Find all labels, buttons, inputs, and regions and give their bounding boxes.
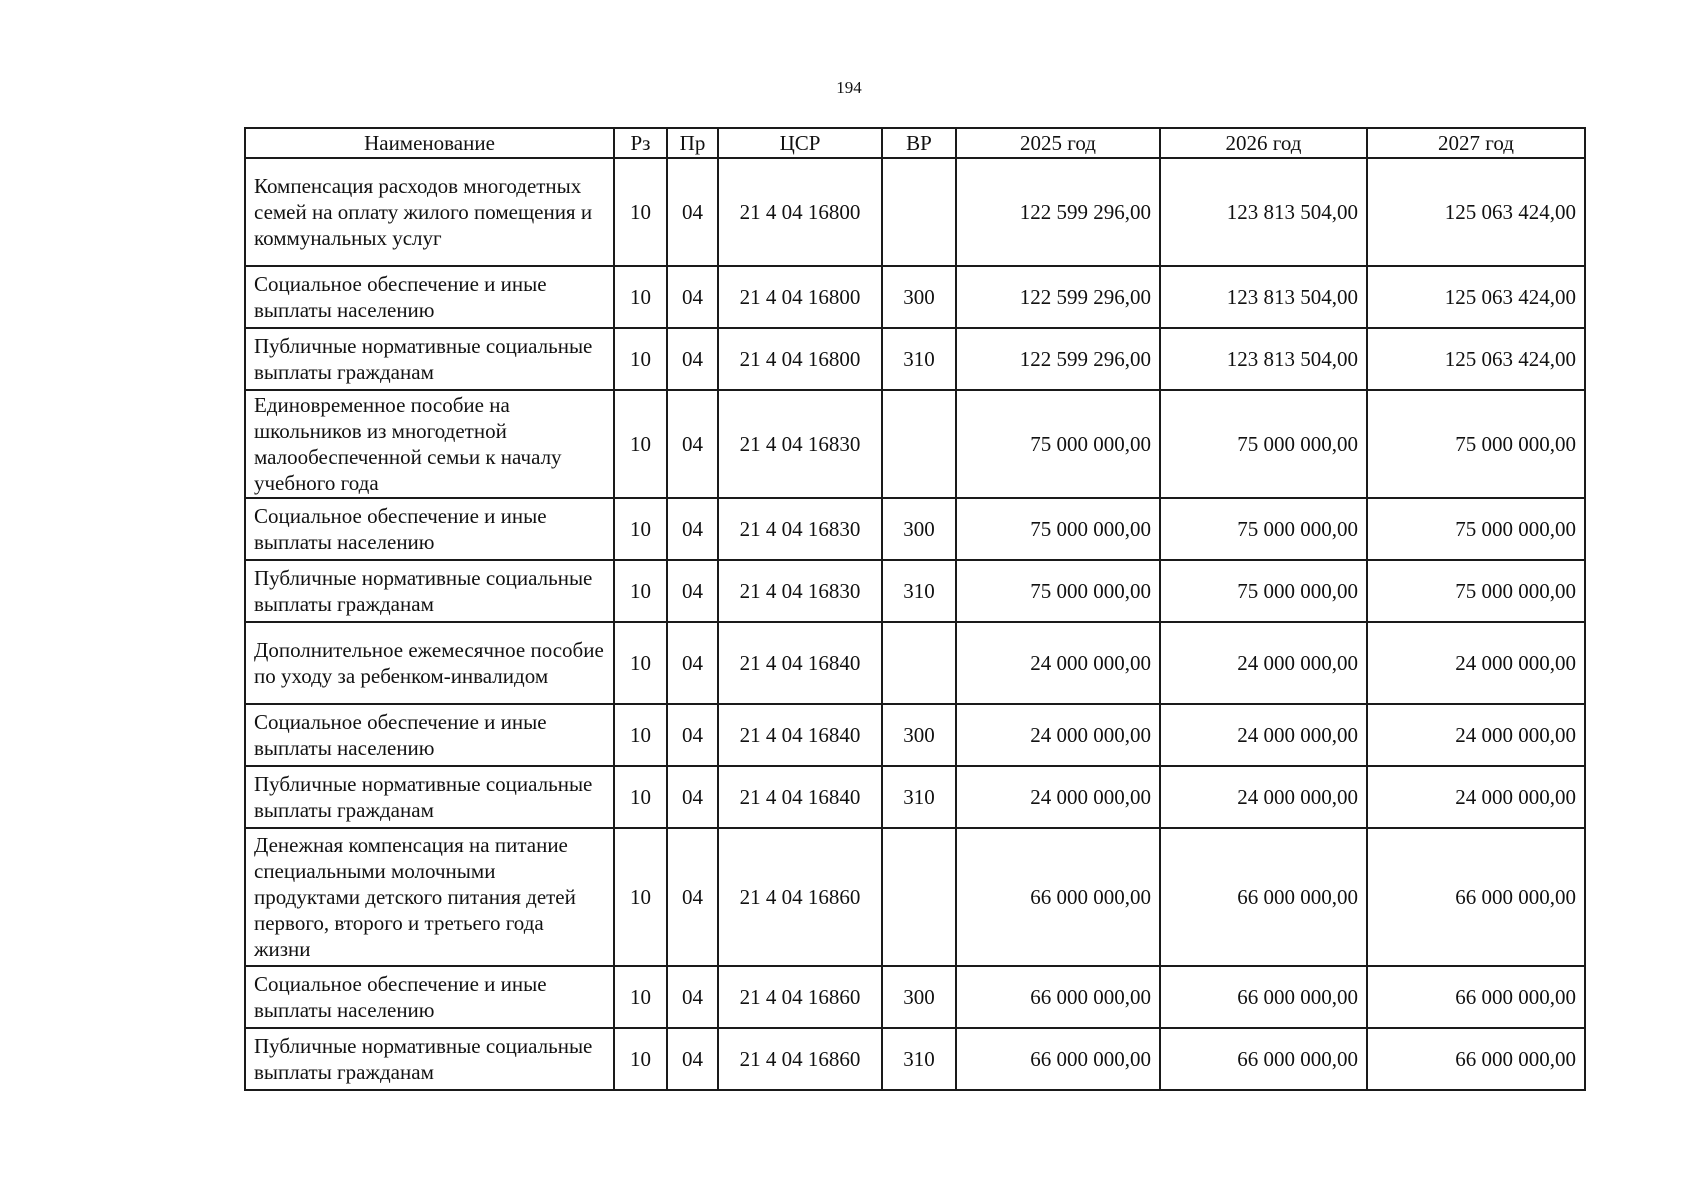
cell-vr: 300 bbox=[882, 704, 956, 766]
table-row bbox=[245, 766, 1585, 828]
header-2026: 2026 год bbox=[1160, 128, 1367, 158]
cell-csr: 21 4 04 16840 bbox=[718, 622, 882, 704]
cell-vr: 300 bbox=[882, 266, 956, 328]
cell-csr: 21 4 04 16800 bbox=[718, 266, 882, 328]
cell-vr: 300 bbox=[882, 498, 956, 560]
cell-rz: 10 bbox=[614, 828, 667, 966]
cell-csr: 21 4 04 16800 bbox=[718, 158, 882, 266]
table-row bbox=[245, 966, 1585, 1028]
cell-2025: 122 599 296,00 bbox=[956, 266, 1160, 328]
table-row bbox=[245, 266, 1585, 328]
cell-rz: 10 bbox=[614, 704, 667, 766]
cell-2026: 75 000 000,00 bbox=[1160, 498, 1367, 560]
cell-rz: 10 bbox=[614, 766, 667, 828]
cell-name: Публичные нормативные социальные выплаты гражданам bbox=[245, 1028, 614, 1090]
cell-2027: 66 000 000,00 bbox=[1367, 1028, 1585, 1090]
cell-vr: 300 bbox=[882, 966, 956, 1028]
cell-rz: 10 bbox=[614, 158, 667, 266]
cell-2026: 123 813 504,00 bbox=[1160, 328, 1367, 390]
cell-pr: 04 bbox=[667, 390, 718, 498]
cell-name: Социальное обеспечение и иные выплаты населению bbox=[245, 704, 614, 766]
cell-csr: 21 4 04 16830 bbox=[718, 390, 882, 498]
cell-csr: 21 4 04 16860 bbox=[718, 966, 882, 1028]
cell-rz: 10 bbox=[614, 966, 667, 1028]
cell-2026: 66 000 000,00 bbox=[1160, 966, 1367, 1028]
cell-2026: 123 813 504,00 bbox=[1160, 266, 1367, 328]
cell-name: Единовременное пособие на школьников из многодетной малообеспеченной семьи к началу учебного года bbox=[245, 390, 614, 498]
cell-2027: 75 000 000,00 bbox=[1367, 560, 1585, 622]
cell-2027: 75 000 000,00 bbox=[1367, 498, 1585, 560]
cell-2027: 66 000 000,00 bbox=[1367, 966, 1585, 1028]
table-row bbox=[245, 158, 1585, 266]
cell-rz: 10 bbox=[614, 1028, 667, 1090]
cell-vr: 310 bbox=[882, 1028, 956, 1090]
cell-2027: 125 063 424,00 bbox=[1367, 266, 1585, 328]
cell-rz: 10 bbox=[614, 390, 667, 498]
cell-pr: 04 bbox=[667, 704, 718, 766]
cell-2025: 75 000 000,00 bbox=[956, 390, 1160, 498]
table-row bbox=[245, 560, 1585, 622]
cell-pr: 04 bbox=[667, 158, 718, 266]
cell-csr: 21 4 04 16840 bbox=[718, 704, 882, 766]
table-row bbox=[245, 498, 1585, 560]
cell-name: Социальное обеспечение и иные выплаты населению bbox=[245, 266, 614, 328]
cell-rz: 10 bbox=[614, 498, 667, 560]
cell-2025: 122 599 296,00 bbox=[956, 328, 1160, 390]
cell-2026: 75 000 000,00 bbox=[1160, 560, 1367, 622]
cell-vr bbox=[882, 622, 956, 704]
cell-2026: 123 813 504,00 bbox=[1160, 158, 1367, 266]
page-number: 194 bbox=[836, 78, 862, 97]
cell-pr: 04 bbox=[667, 966, 718, 1028]
header-pr: Пр bbox=[667, 128, 718, 158]
cell-name: Публичные нормативные социальные выплаты гражданам bbox=[245, 560, 614, 622]
cell-csr: 21 4 04 16800 bbox=[718, 328, 882, 390]
header-csr: ЦСР bbox=[718, 128, 882, 158]
cell-rz: 10 bbox=[614, 622, 667, 704]
cell-vr: 310 bbox=[882, 328, 956, 390]
cell-2025: 66 000 000,00 bbox=[956, 828, 1160, 966]
cell-pr: 04 bbox=[667, 498, 718, 560]
cell-2025: 24 000 000,00 bbox=[956, 622, 1160, 704]
cell-vr bbox=[882, 828, 956, 966]
cell-pr: 04 bbox=[667, 1028, 718, 1090]
header-rz: Рз bbox=[614, 128, 667, 158]
header-2027: 2027 год bbox=[1367, 128, 1585, 158]
table-row bbox=[245, 328, 1585, 390]
header-name: Наименование bbox=[245, 128, 614, 158]
cell-2027: 24 000 000,00 bbox=[1367, 766, 1585, 828]
cell-name: Социальное обеспечение и иные выплаты населению bbox=[245, 966, 614, 1028]
header-2025: 2025 год bbox=[956, 128, 1160, 158]
cell-rz: 10 bbox=[614, 266, 667, 328]
cell-vr: 310 bbox=[882, 560, 956, 622]
table-row bbox=[245, 390, 1585, 498]
cell-name: Публичные нормативные социальные выплаты гражданам bbox=[245, 766, 614, 828]
cell-name: Социальное обеспечение и иные выплаты населению bbox=[245, 498, 614, 560]
cell-2026: 24 000 000,00 bbox=[1160, 704, 1367, 766]
header-vr: ВР bbox=[882, 128, 956, 158]
cell-2025: 75 000 000,00 bbox=[956, 498, 1160, 560]
cell-pr: 04 bbox=[667, 328, 718, 390]
cell-2025: 75 000 000,00 bbox=[956, 560, 1160, 622]
cell-pr: 04 bbox=[667, 828, 718, 966]
cell-csr: 21 4 04 16840 bbox=[718, 766, 882, 828]
cell-csr: 21 4 04 16860 bbox=[718, 1028, 882, 1090]
cell-2025: 122 599 296,00 bbox=[956, 158, 1160, 266]
cell-2026: 24 000 000,00 bbox=[1160, 766, 1367, 828]
table-row bbox=[245, 1028, 1585, 1090]
cell-2027: 24 000 000,00 bbox=[1367, 622, 1585, 704]
cell-2026: 66 000 000,00 bbox=[1160, 828, 1367, 966]
cell-name: Дополнительное ежемесячное пособие по уходу за ребенком-инвалидом bbox=[245, 622, 614, 704]
cell-rz: 10 bbox=[614, 560, 667, 622]
table-row bbox=[245, 828, 1585, 966]
cell-2025: 66 000 000,00 bbox=[956, 1028, 1160, 1090]
cell-name: Компенсация расходов многодетных семей на оплату жилого помещения и коммунальных услуг bbox=[245, 158, 614, 266]
cell-2027: 125 063 424,00 bbox=[1367, 328, 1585, 390]
table-header-row bbox=[245, 128, 1585, 158]
table-row bbox=[245, 622, 1585, 704]
cell-pr: 04 bbox=[667, 266, 718, 328]
cell-2025: 24 000 000,00 bbox=[956, 766, 1160, 828]
cell-2027: 125 063 424,00 bbox=[1367, 158, 1585, 266]
cell-name: Денежная компенсация на питание специальными молочными продуктами детского питания детей первого, второго и третьего года жизни bbox=[245, 828, 614, 966]
table-row bbox=[245, 704, 1585, 766]
cell-2027: 24 000 000,00 bbox=[1367, 704, 1585, 766]
cell-rz: 10 bbox=[614, 328, 667, 390]
cell-vr bbox=[882, 158, 956, 266]
cell-pr: 04 bbox=[667, 622, 718, 704]
cell-vr bbox=[882, 390, 956, 498]
budget-table bbox=[244, 127, 1586, 1091]
cell-2025: 24 000 000,00 bbox=[956, 704, 1160, 766]
cell-csr: 21 4 04 16830 bbox=[718, 498, 882, 560]
cell-pr: 04 bbox=[667, 560, 718, 622]
cell-name: Публичные нормативные социальные выплаты гражданам bbox=[245, 328, 614, 390]
cell-csr: 21 4 04 16860 bbox=[718, 828, 882, 966]
cell-2027: 75 000 000,00 bbox=[1367, 390, 1585, 498]
cell-2026: 24 000 000,00 bbox=[1160, 622, 1367, 704]
cell-vr: 310 bbox=[882, 766, 956, 828]
cell-2026: 75 000 000,00 bbox=[1160, 390, 1367, 498]
cell-pr: 04 bbox=[667, 766, 718, 828]
cell-2025: 66 000 000,00 bbox=[956, 966, 1160, 1028]
cell-2027: 66 000 000,00 bbox=[1367, 828, 1585, 966]
cell-csr: 21 4 04 16830 bbox=[718, 560, 882, 622]
cell-2026: 66 000 000,00 bbox=[1160, 1028, 1367, 1090]
